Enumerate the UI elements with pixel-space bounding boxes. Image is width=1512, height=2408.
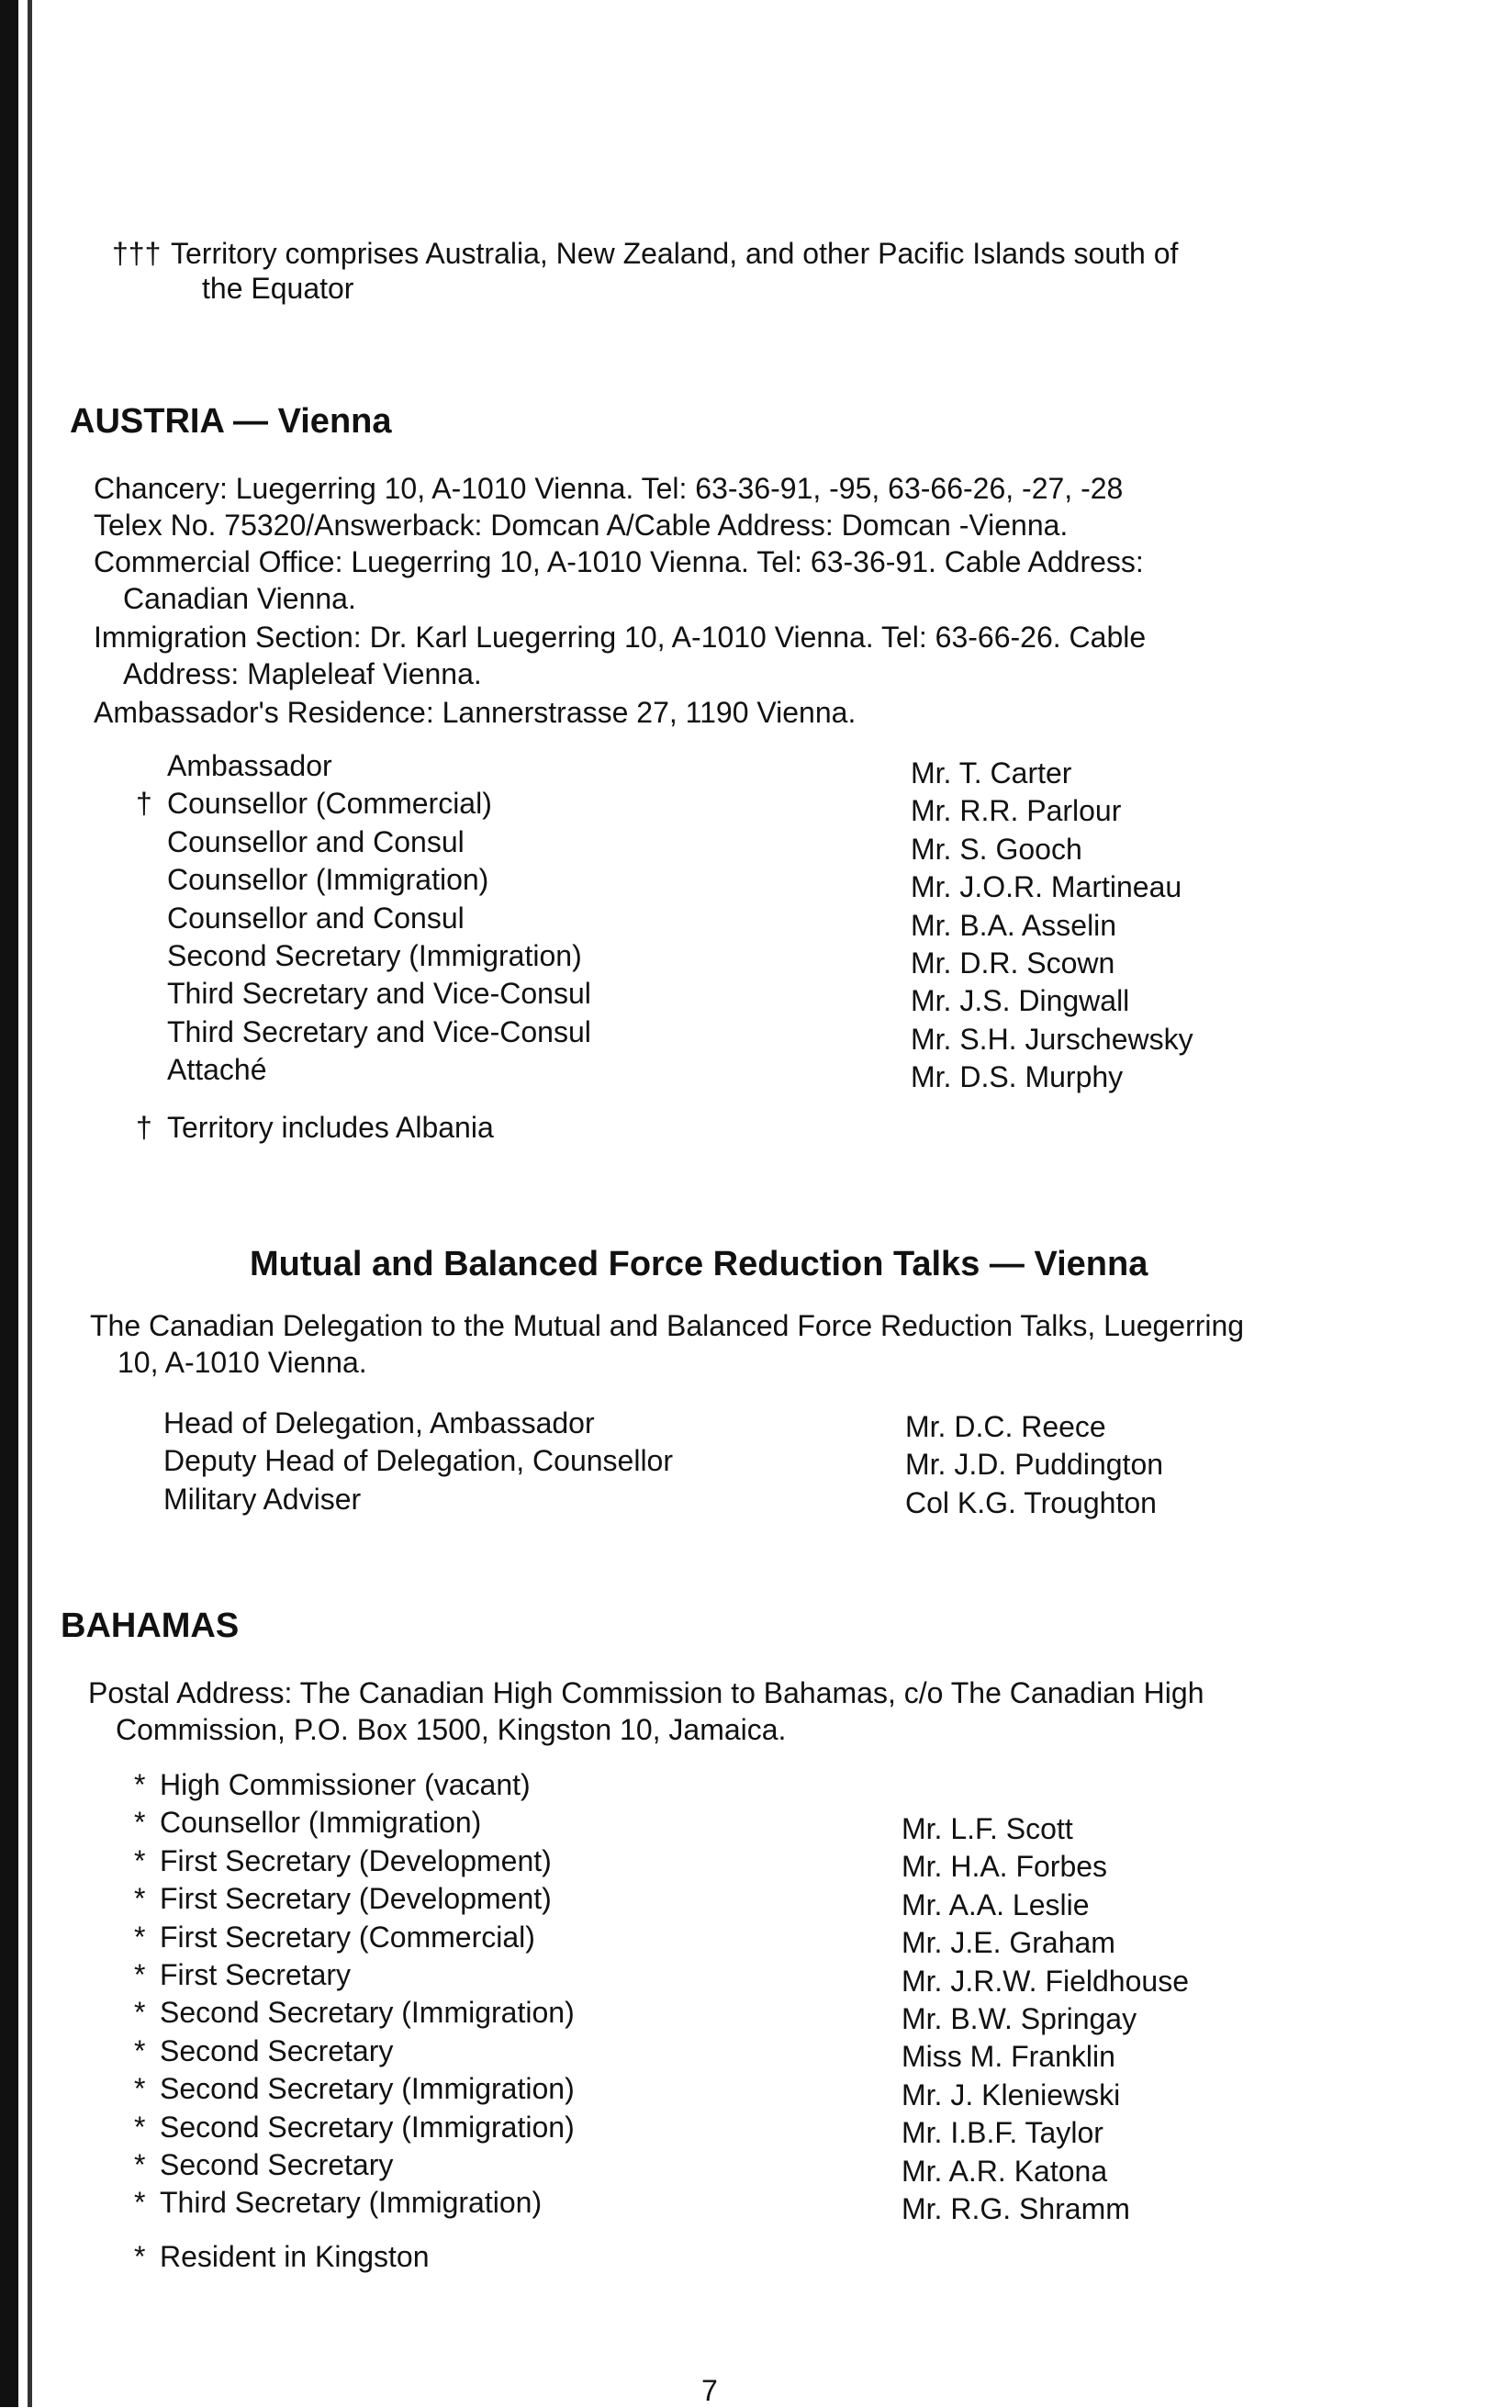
austria-staff-row — [136, 1051, 591, 1089]
dagger-mark: † — [136, 787, 152, 821]
staff-role: Attaché — [167, 1053, 267, 1087]
bahamas-staff-row — [134, 2146, 575, 2184]
bahamas-staff-row — [134, 2109, 575, 2146]
top-note-line-2: the Equator — [202, 272, 354, 305]
top-note-line-1 — [112, 235, 1178, 272]
bahamas-staff-row — [134, 2184, 575, 2222]
staff-name: Mr. A.A. Leslie — [902, 1887, 1090, 1921]
austria-address-line-6: Address: Mapleleaf Vienna. — [123, 657, 482, 690]
dagger-mark: † — [136, 1111, 152, 1144]
staff-name: Mr. J.D. Puddington — [905, 1448, 1164, 1482]
staff-role: Second Secretary (Immigration) — [160, 2072, 575, 2106]
bahamas-footnote-text: Resident in Kingston — [160, 2240, 430, 2273]
asterisk-mark: * — [134, 2240, 146, 2273]
asterisk-mark: * — [134, 2110, 146, 2144]
staff-role: Second Secretary (Immigration) — [160, 1996, 575, 2030]
bahamas-address-line-1: Postal Address: The Canadian High Commission to Bahamas, c/o The Canadian High — [88, 1676, 1204, 1709]
staff-name: Mr. H.A. Forbes — [902, 1850, 1108, 1884]
staff-role: First Secretary (Development) — [160, 1843, 552, 1877]
austria-staff-row — [136, 785, 591, 823]
page-left-border-inner — [28, 0, 32, 2407]
staff-name: Mr. J. Kleniewski — [902, 2078, 1121, 2111]
bahamas-address-line-2: Commission, P.O. Box 1500, Kingston 10, Jamaica. — [116, 1713, 787, 1746]
staff-name: Mr. J.O.R. Martineau — [911, 870, 1182, 904]
staff-role: Ambassador — [167, 749, 332, 782]
staff-name: Mr. T. Carter — [911, 756, 1072, 790]
austria-name-list — [911, 755, 1193, 1097]
austria-staff-row — [136, 861, 591, 899]
staff-role: Third Secretary and Vice-Consul — [167, 977, 591, 1011]
bahamas-staff-row — [134, 1994, 575, 2032]
austria-heading: AUSTRIA — Vienna — [70, 402, 392, 441]
austria-address-line-5: Immigration Section: Dr. Karl Luegerring 10, A-1010 Vienna. Tel: 63-66-26. Cable — [94, 621, 1147, 654]
staff-role: Counsellor (Commercial) — [167, 787, 492, 821]
staff-role: Third Secretary (Immigration) — [160, 2186, 543, 2220]
austria-address-line-1: Chancery: Luegerring 10, A-1010 Vienna. Tel: 63-36-91, -95, 63-66-26, -27, -28 — [94, 472, 1124, 505]
staff-role: Counsellor and Consul — [167, 901, 465, 935]
austria-address-line-2: Telex No. 75320/Answerback: Domcan A/Cable Address: Domcan -Vienna. — [94, 509, 1069, 542]
austria-staff-row — [136, 747, 591, 785]
mbfr-name-list — [905, 1408, 1163, 1522]
austria-address-line-7: Ambassador's Residence: Lannerstrasse 27, 1190 Vienna. — [94, 696, 857, 729]
mbfr-role-list — [163, 1405, 673, 1518]
asterisk-mark: * — [134, 1920, 146, 1954]
bahamas-role-list — [134, 1766, 575, 2223]
staff-name: Miss M. Franklin — [902, 2040, 1115, 2074]
bahamas-staff-row — [134, 1804, 575, 1842]
austria-staff-row — [136, 975, 591, 1013]
austria-footnote-text: Territory includes Albania — [167, 1111, 494, 1144]
asterisk-mark: * — [134, 1996, 146, 2030]
staff-role: First Secretary — [160, 1957, 352, 1991]
top-note-text: Territory comprises Australia, New Zealand, and other Pacific Islands south of — [171, 237, 1179, 270]
staff-name: Mr. B.A. Asselin — [911, 908, 1117, 942]
staff-name: Mr. J.R.W. Fieldhouse — [902, 1964, 1189, 1998]
bahamas-name-list — [902, 1810, 1189, 2228]
staff-name: Mr. J.E. Graham — [902, 1926, 1115, 1960]
staff-name: Mr. L.F. Scott — [902, 1812, 1073, 1845]
staff-name: Mr. R.G. Shramm — [902, 2191, 1130, 2225]
mbfr-address-line-1: The Canadian Delegation to the Mutual and Balanced Force Reduction Talks, Luegerring — [90, 1309, 1245, 1342]
staff-name: Mr. S.H. Jurschewsky — [911, 1022, 1193, 1056]
austria-role-list — [136, 747, 591, 1090]
austria-staff-row — [136, 900, 591, 937]
asterisk-mark: * — [134, 2147, 146, 2181]
staff-role: Head of Delegation, Ambassador — [163, 1406, 595, 1439]
staff-name: Mr. R.R. Parlour — [911, 794, 1122, 828]
staff-role: Military Adviser — [163, 1482, 362, 1516]
mbfr-address-line-2: 10, A-1010 Vienna. — [118, 1346, 367, 1379]
asterisk-mark: * — [134, 1806, 146, 1840]
staff-role: Third Secretary and Vice-Consul — [167, 1014, 591, 1048]
austria-address-line-4: Canadian Vienna. — [123, 582, 356, 615]
asterisk-mark: * — [134, 2072, 146, 2106]
staff-role: First Secretary (Development) — [160, 1882, 552, 1916]
asterisk-mark: * — [134, 1882, 146, 1916]
bahamas-staff-row — [134, 1956, 575, 1994]
staff-name: Mr. A.R. Katona — [902, 2154, 1108, 2188]
bahamas-staff-row — [134, 1766, 575, 1804]
staff-role: First Secretary (Commercial) — [160, 1920, 535, 1954]
staff-role: High Commissioner (vacant) — [160, 1768, 531, 1801]
asterisk-mark: * — [134, 1957, 146, 1991]
page-left-border — [0, 0, 18, 2407]
bahamas-staff-row — [134, 1919, 575, 1956]
austria-address-line-3: Commercial Office: Luegerring 10, A-1010 Vienna. Tel: 63-36-91. Cable Address: — [94, 545, 1144, 578]
staff-role: Counsellor (Immigration) — [160, 1806, 482, 1840]
page-number: 7 — [701, 2374, 718, 2407]
staff-name: Mr. I.B.F. Taylor — [902, 2116, 1103, 2150]
staff-name: Col K.G. Troughton — [905, 1485, 1157, 1519]
bahamas-staff-row — [134, 2070, 575, 2108]
staff-role: Second Secretary (Immigration) — [160, 2110, 575, 2144]
asterisk-mark: * — [134, 1843, 146, 1877]
bahamas-heading: BAHAMAS — [61, 1607, 240, 1645]
bahamas-footnote — [134, 2238, 430, 2275]
bahamas-staff-row — [134, 1880, 575, 1918]
staff-name: Mr. D.C. Reece — [905, 1410, 1106, 1443]
austria-staff-row — [136, 937, 591, 975]
staff-name: Mr. B.W. Springay — [902, 2001, 1137, 2035]
staff-role: Deputy Head of Delegation, Counsellor — [163, 1444, 673, 1478]
bahamas-staff-row — [134, 1842, 575, 1880]
staff-role: Second Secretary (Immigration) — [167, 938, 582, 972]
staff-name: Mr. D.R. Scown — [911, 946, 1115, 980]
staff-name: Mr. S. Gooch — [911, 832, 1082, 866]
austria-staff-row — [136, 1014, 591, 1051]
staff-role: Second Secretary — [160, 2147, 394, 2181]
triple-dagger-mark: ††† — [112, 237, 162, 270]
asterisk-mark: * — [134, 2186, 146, 2220]
staff-name: Mr. D.S. Murphy — [911, 1060, 1124, 1094]
asterisk-mark: * — [134, 2033, 146, 2067]
asterisk-mark: * — [134, 1768, 146, 1801]
staff-role: Second Secretary — [160, 2033, 394, 2067]
bahamas-staff-row — [134, 2033, 575, 2070]
staff-role: Counsellor (Immigration) — [167, 863, 489, 897]
austria-staff-row — [136, 823, 591, 861]
staff-name: Mr. J.S. Dingwall — [911, 984, 1130, 1018]
mbfr-heading: Mutual and Balanced Force Reduction Talks — Vienna — [250, 1245, 1148, 1283]
austria-footnote — [136, 1109, 494, 1146]
staff-role: Counsellor and Consul — [167, 824, 465, 858]
